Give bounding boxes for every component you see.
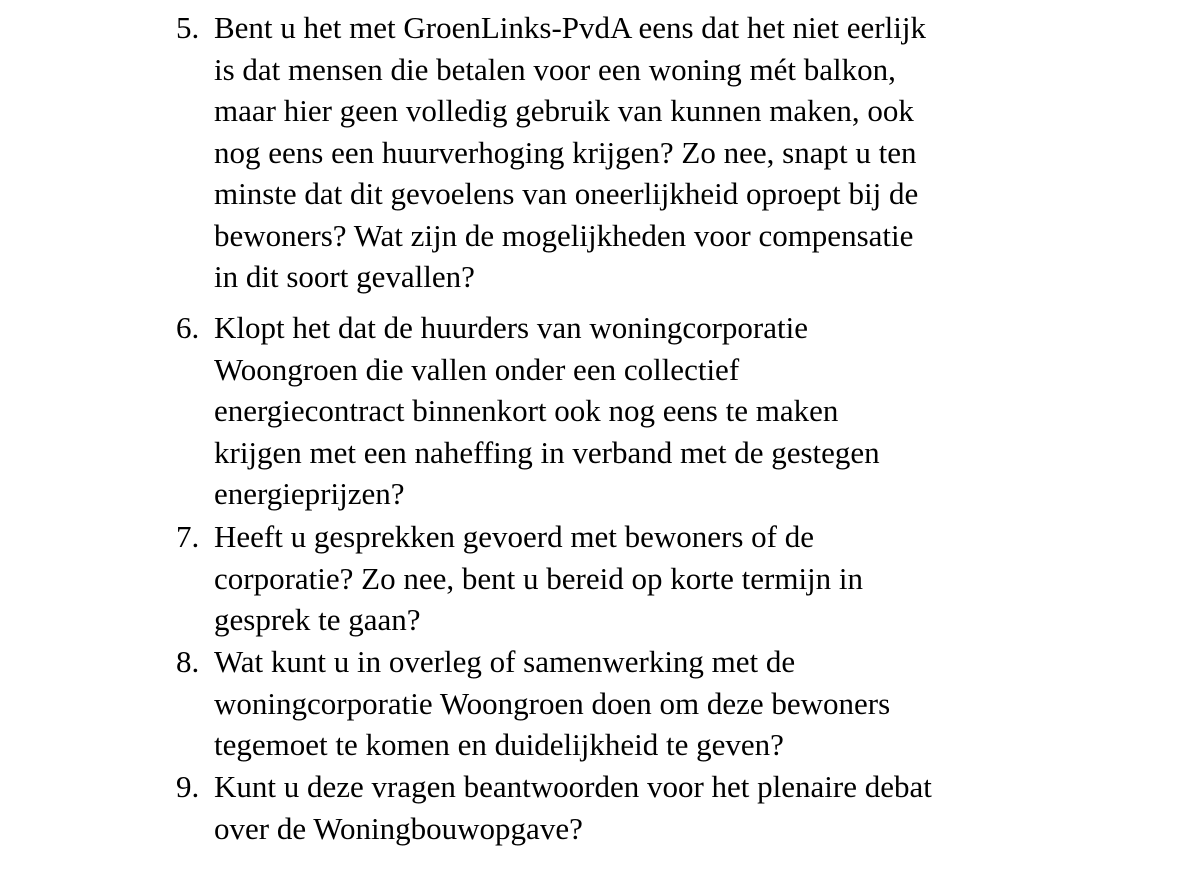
question-text-line: Klopt het dat de huurders van woningcorporatie — [214, 310, 808, 345]
question-text-line: energieprijzen? — [214, 476, 405, 511]
question-text-line: maar hier geen volledig gebruik van kunnen maken, ook — [214, 93, 914, 128]
question-number: 5. — [176, 10, 200, 45]
question-text-line: Kunt u deze vragen beantwoorden voor het plenaire debat — [214, 769, 932, 804]
question-7 — [176, 516, 1076, 641]
question-text-line: energiecontract binnenkort ook nog eens te maken — [214, 393, 839, 428]
question-text-line: minste dat dit gevoelens van oneerlijkheid oproept bij de — [214, 176, 919, 211]
question-text-line: tegemoet te komen en duidelijkheid te geven? — [214, 727, 784, 762]
question-text-line: corporatie? Zo nee, bent u bereid op korte termijn in — [214, 560, 864, 596]
question-text-line: Heeft u gesprekken gevoerd met bewoners of de — [214, 519, 814, 554]
question-text-line: woningcorporatie Woongroen doen om deze bewoners — [214, 685, 891, 721]
question-text-line: gesprek te gaan? — [214, 602, 421, 637]
question-text-line: is dat mensen die betalen voor een woning mét balkon, — [214, 51, 896, 87]
question-text-line: krijgen met een naheffing in verband met de gestegen — [214, 434, 880, 470]
question-text-line: over de Woningbouwopgave? — [214, 810, 583, 846]
question-9 — [176, 766, 1076, 849]
question-text-line: in dit soort gevallen? — [214, 259, 475, 294]
question-number: 8. — [176, 644, 200, 679]
question-6 — [176, 307, 1076, 515]
question-text-line: bewoners? Wat zijn de mogelijkheden voor compensatie — [214, 217, 914, 253]
question-5 — [176, 7, 1076, 298]
question-8 — [176, 641, 1076, 766]
question-number: 9. — [176, 769, 200, 804]
question-text-line: Bent u het met GroenLinks-PvdA eens dat het niet eerlijk — [214, 10, 926, 45]
question-text-line: nog eens een huurverhoging krijgen? Zo nee, snapt u ten — [214, 134, 917, 170]
question-number: 6. — [176, 310, 200, 345]
question-text-line: Woongroen die vallen onder een collectief — [214, 351, 740, 387]
question-text-line: Wat kunt u in overleg of samenwerking met de — [214, 644, 796, 679]
question-number: 7. — [176, 519, 200, 554]
